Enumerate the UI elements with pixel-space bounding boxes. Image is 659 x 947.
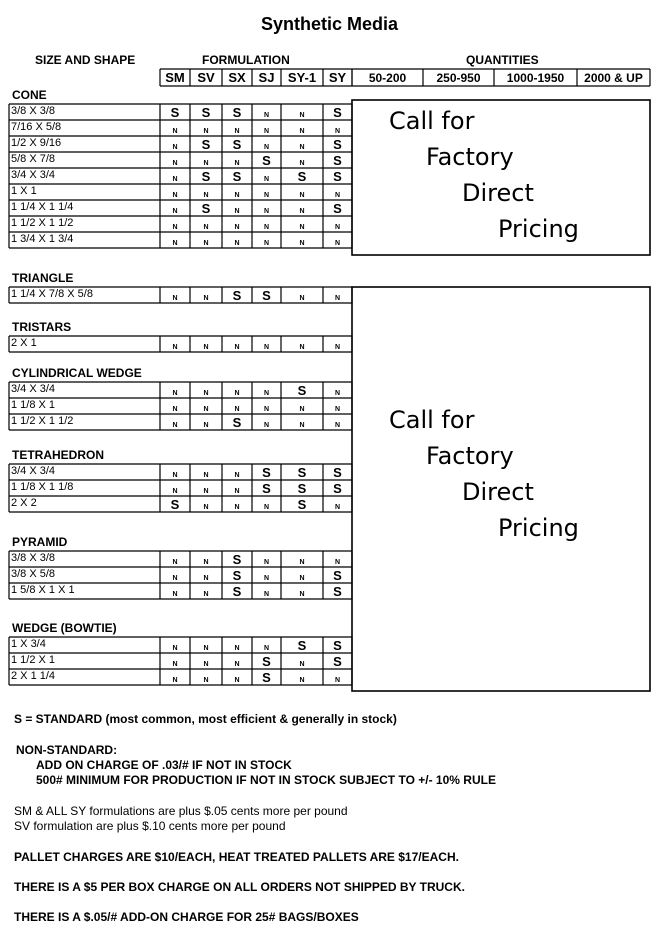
cell-sj: N — [263, 112, 270, 119]
page-title: Synthetic Media — [260, 14, 399, 34]
cell-sy: N — [334, 128, 341, 135]
cell-sy: S — [333, 481, 342, 496]
note-sv: SV formulation are plus $.10 cents more per pound — [14, 819, 286, 833]
cell-sy-1: N — [299, 224, 305, 231]
table-row — [9, 382, 352, 398]
table-row — [9, 232, 352, 248]
cell-sx: N — [234, 504, 240, 511]
cell-sm: N — [172, 160, 178, 167]
cell-sy-1: N — [299, 192, 305, 199]
formulation-col-sy: SY — [328, 70, 347, 85]
cell-sv: N — [203, 472, 209, 479]
cell-sm: N — [172, 192, 178, 199]
note-sm-sy: SM & ALL SY formulations are plus $.05 cents more per pound — [14, 804, 348, 818]
size-label: 1 1/2 X 1 1/2 — [11, 415, 74, 427]
cell-sj: N — [263, 176, 270, 183]
cell-sm: N — [172, 240, 178, 247]
cell-sj: N — [263, 390, 270, 397]
cell-sj: N — [263, 559, 270, 566]
cell-sy-1: N — [299, 208, 305, 215]
cell-sy: N — [334, 559, 341, 566]
cell-sy-1: S — [297, 481, 307, 496]
cell-sv: S — [201, 137, 211, 152]
cell-sm: N — [172, 176, 178, 183]
table-row — [9, 464, 352, 480]
note-pallet: PALLET CHARGES ARE $10/EACH, HEAT TREATED PALLETS ARE $17/EACH. — [14, 850, 459, 864]
cell-sv: N — [203, 390, 209, 397]
cell-sy: N — [334, 390, 341, 397]
cell-sx: S — [232, 584, 242, 599]
cell-sj: N — [263, 144, 270, 151]
promo-line-2: Factory — [426, 143, 514, 171]
cell-sy-1: N — [299, 144, 305, 151]
cell-sm: N — [172, 472, 178, 479]
size-label: 2 X 2 — [11, 497, 37, 509]
cell-sy: S — [333, 638, 342, 653]
cell-sx: N — [234, 208, 240, 215]
quantity-col-2: 250-950 — [436, 71, 481, 85]
cell-sy: N — [334, 406, 341, 413]
cell-sy-1: N — [299, 112, 305, 119]
cell-sj: N — [263, 128, 270, 135]
cell-sj: S — [262, 481, 271, 496]
cell-sy: S — [333, 568, 342, 583]
size-label: 3/4 X 3/4 — [11, 169, 56, 181]
table-row — [9, 152, 352, 168]
cell-sx: N — [234, 645, 240, 652]
size-label: 3/8 X 3/8 — [11, 105, 56, 117]
cell-sy-1: N — [299, 240, 305, 247]
cell-sv: N — [203, 677, 209, 684]
size-label: 1 1/8 X 1 1/8 — [11, 481, 74, 493]
formulation-col-sj: SJ — [258, 70, 275, 85]
cell-sy: N — [334, 422, 341, 429]
cell-sm: N — [172, 661, 178, 668]
cell-sm: N — [172, 390, 178, 397]
table-row — [9, 669, 352, 685]
cell-sm: S — [170, 497, 180, 512]
group-label: CYLINDRICAL WEDGE — [12, 366, 142, 380]
size-label: 1 X 1 — [11, 185, 37, 197]
table-row — [9, 583, 352, 599]
cell-sy: N — [334, 295, 341, 302]
promo-line-3b: Direct — [462, 478, 534, 506]
cell-sv: N — [203, 344, 209, 351]
cell-sy: S — [333, 169, 342, 184]
cell-sj: N — [263, 422, 270, 429]
cell-sj: N — [263, 224, 270, 231]
cell-sj: S — [262, 153, 271, 168]
cell-sy: S — [333, 584, 342, 599]
formulation-col-sv: SV — [197, 70, 215, 85]
cell-sv: S — [201, 169, 211, 184]
cell-sv: N — [203, 504, 209, 511]
size-label: 2 X 1 1/4 — [11, 670, 56, 682]
cell-sx: N — [234, 224, 240, 231]
size-label: 5/8 X 7/8 — [11, 153, 56, 165]
cell-sx: N — [234, 661, 240, 668]
size-label: 1 1/2 X 1 — [11, 654, 56, 666]
cell-sx: N — [234, 406, 240, 413]
quantity-col-3: 1000-1950 — [506, 71, 565, 85]
cell-sj: S — [262, 465, 271, 480]
note-nonstandard-1: ADD ON CHARGE OF .03/# IF NOT IN STOCK — [36, 758, 292, 772]
cell-sm: N — [172, 645, 178, 652]
cell-sx: N — [234, 472, 240, 479]
cell-sx: S — [232, 552, 242, 567]
cell-sy: S — [333, 153, 342, 168]
cell-sx: N — [234, 192, 240, 199]
promo-line-1b: Call for — [389, 406, 475, 434]
size-label: 3/8 X 3/8 — [11, 552, 56, 564]
table-row — [9, 136, 352, 152]
formulation-col-sx: SX — [228, 70, 246, 85]
size-label: 7/16 X 5/8 — [11, 121, 62, 133]
table-row — [9, 398, 352, 414]
cell-sx: S — [232, 415, 242, 430]
cell-sv: N — [203, 422, 209, 429]
cell-sy-1: N — [299, 559, 305, 566]
cell-sx: N — [234, 240, 240, 247]
note-nonstandard-2: 500# MINIMUM FOR PRODUCTION IF NOT IN STOCK SUBJECT TO +/- 10% RULE — [36, 773, 496, 787]
cell-sy: N — [334, 192, 341, 199]
cell-sy-1: N — [299, 160, 305, 167]
size-label: 1 3/4 X 1 3/4 — [11, 233, 74, 245]
cell-sy: S — [333, 201, 342, 216]
size-label: 3/8 X 5/8 — [11, 568, 56, 580]
cell-sv: N — [203, 559, 209, 566]
cell-sm: N — [172, 422, 178, 429]
group-label: PYRAMID — [12, 535, 68, 549]
cell-sy: N — [334, 240, 341, 247]
size-label: 1 1/4 X 7/8 X 5/8 — [11, 288, 93, 300]
cell-sj: S — [262, 288, 271, 303]
cell-sv: S — [201, 201, 211, 216]
cell-sj: N — [263, 575, 270, 582]
table-row — [9, 653, 352, 669]
cell-sx: S — [232, 169, 242, 184]
cell-sv: N — [203, 240, 209, 247]
promo-line-2b: Factory — [426, 442, 514, 470]
table-row — [9, 120, 352, 136]
cell-sv: N — [203, 488, 209, 495]
cell-sj: N — [263, 406, 270, 413]
cell-sx: N — [234, 390, 240, 397]
group-label: TETRAHEDRON — [12, 448, 104, 462]
cell-sy-1: N — [299, 295, 305, 302]
table-row — [9, 551, 352, 567]
group-label: WEDGE (BOWTIE) — [12, 621, 117, 635]
cell-sx: N — [234, 488, 240, 495]
cell-sy-1: S — [297, 465, 307, 480]
quantities-header: QUANTITIES — [466, 53, 539, 67]
table-row — [9, 567, 352, 583]
size-label: 3/4 X 3/4 — [11, 383, 56, 395]
cell-sm: N — [172, 295, 178, 302]
cell-sy-1: S — [297, 169, 307, 184]
note-box: THERE IS A $5 PER BOX CHARGE ON ALL ORDERS NOT SHIPPED BY TRUCK. — [14, 880, 465, 894]
cell-sm: N — [172, 591, 178, 598]
cell-sm: N — [172, 144, 178, 151]
cell-sv: N — [203, 645, 209, 652]
quantity-col-1: 50-200 — [368, 71, 407, 85]
cell-sy: N — [334, 504, 341, 511]
cell-sy: N — [334, 224, 341, 231]
size-label: 1 1/4 X 1 1/4 — [11, 201, 74, 213]
cell-sv: N — [203, 192, 209, 199]
cell-sv: N — [203, 661, 209, 668]
promo-line-4: Pricing — [498, 215, 579, 243]
cell-sv: S — [201, 105, 211, 120]
cell-sy-1: S — [297, 383, 307, 398]
cell-sm: N — [172, 406, 178, 413]
cell-sj: N — [263, 192, 270, 199]
cell-sx: N — [234, 677, 240, 684]
cell-sm: S — [170, 105, 180, 120]
cell-sv: N — [203, 295, 209, 302]
cell-sj: N — [263, 344, 270, 351]
cell-sv: N — [203, 575, 209, 582]
size-label: 1 5/8 X 1 X 1 — [11, 584, 75, 596]
cell-sm: N — [172, 575, 178, 582]
cell-sm: N — [172, 488, 178, 495]
cell-sm: N — [172, 559, 178, 566]
size-label: 1 1/8 X 1 — [11, 399, 56, 411]
note-bags: THERE IS A $.05/# ADD-ON CHARGE FOR 25# BAGS/BOXES — [14, 910, 359, 924]
cell-sm: N — [172, 224, 178, 231]
note-standard: S = STANDARD (most common, most efficient & generally in stock) — [14, 712, 397, 726]
promo-line-1: Call for — [389, 107, 475, 135]
cell-sy: N — [334, 344, 341, 351]
table-row — [9, 184, 352, 200]
cell-sy-1: N — [299, 591, 305, 598]
cell-sj: N — [263, 504, 270, 511]
cell-sx: N — [234, 344, 240, 351]
cell-sy: S — [333, 137, 342, 152]
cell-sy-1: S — [297, 638, 307, 653]
cell-sv: N — [203, 128, 209, 135]
cell-sv: N — [203, 224, 209, 231]
group-label: TRIANGLE — [12, 271, 74, 285]
cell-sj: N — [263, 240, 270, 247]
table-row — [9, 168, 352, 184]
cell-sm: N — [172, 208, 178, 215]
quantity-col-4: 2000 & UP — [584, 71, 643, 85]
size-label: 1 X 3/4 — [11, 638, 46, 650]
cell-sy: S — [333, 105, 342, 120]
cell-sy-1: N — [299, 677, 305, 684]
table-row — [9, 414, 352, 430]
table-row — [9, 200, 352, 216]
cell-sy-1: N — [299, 406, 305, 413]
table-row — [9, 480, 352, 496]
cell-sx: N — [234, 160, 240, 167]
cell-sx: S — [232, 105, 242, 120]
cell-sj: S — [262, 670, 271, 685]
group-label: CONE — [12, 88, 47, 102]
size-label: 3/4 X 3/4 — [11, 465, 56, 477]
cell-sx: S — [232, 288, 242, 303]
size-label: 1 1/2 X 1 1/2 — [11, 217, 74, 229]
cell-sv: N — [203, 406, 209, 413]
size-label: 1/2 X 9/16 — [11, 137, 62, 149]
cell-sj: S — [262, 654, 271, 669]
cell-sy-1: N — [299, 422, 305, 429]
table-row — [9, 104, 352, 120]
cell-sv: N — [203, 160, 209, 167]
cell-sv: N — [203, 591, 209, 598]
table-row — [9, 637, 352, 653]
group-label: TRISTARS — [12, 320, 72, 334]
table-row — [9, 496, 352, 512]
promo-line-4b: Pricing — [498, 514, 579, 542]
table-row — [9, 287, 352, 303]
cell-sm: N — [172, 677, 178, 684]
cell-sy: N — [334, 677, 341, 684]
formulation-col-sy-1: SY-1 — [287, 70, 317, 85]
cell-sy-1: N — [299, 661, 305, 668]
formulation-header: FORMULATION — [202, 53, 290, 67]
cell-sx: S — [232, 568, 242, 583]
note-nonstandard-title: NON-STANDARD: — [16, 743, 118, 757]
cell-sj: N — [263, 591, 270, 598]
cell-sy-1: N — [299, 344, 305, 351]
cell-sj: N — [263, 208, 270, 215]
cell-sj: N — [263, 645, 270, 652]
cell-sx: S — [232, 137, 242, 152]
promo-line-3: Direct — [462, 179, 534, 207]
cell-sy-1: N — [299, 575, 305, 582]
cell-sm: N — [172, 128, 178, 135]
size-shape-header: SIZE AND SHAPE — [35, 53, 136, 67]
table-row — [9, 336, 352, 352]
cell-sm: N — [172, 344, 178, 351]
cell-sy: S — [333, 654, 342, 669]
size-label: 2 X 1 — [11, 337, 37, 349]
cell-sy-1: S — [297, 497, 307, 512]
formulation-col-sm: SM — [165, 70, 185, 85]
cell-sy: S — [333, 465, 342, 480]
cell-sy-1: N — [299, 128, 305, 135]
table-row — [9, 216, 352, 232]
cell-sx: N — [234, 128, 240, 135]
